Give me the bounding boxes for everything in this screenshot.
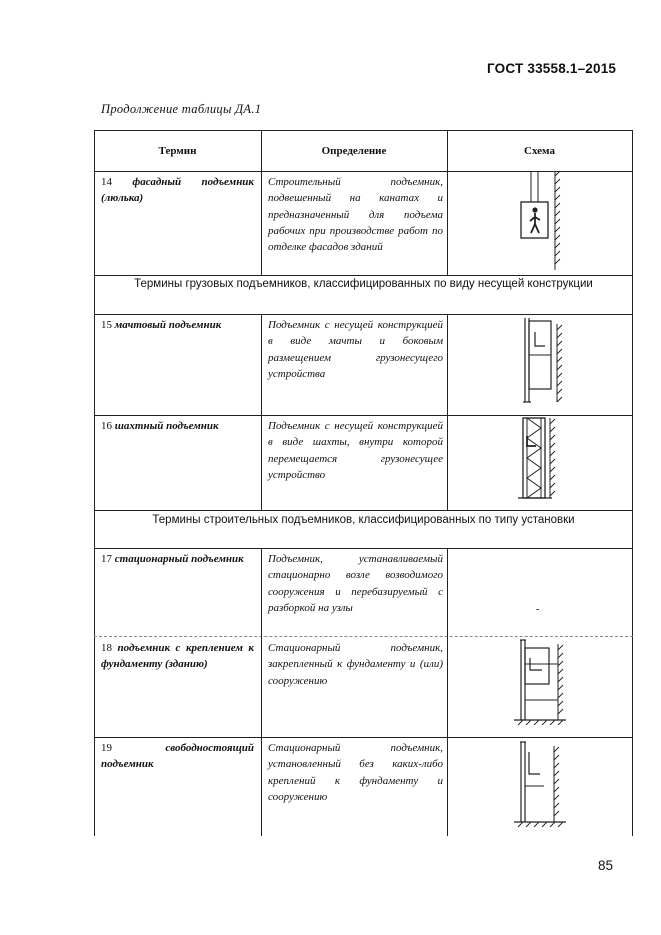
scheme-placeholder: - [536,604,540,615]
section-heading: Термины грузовых подъемников, классифицированных по виду несущей конструкции [134,278,593,290]
facade-lift-scheme [514,170,564,270]
definition-cell: Подъемник с несущей конструкцией в виде шахты, внутри которой перемещается грузонесущее устройство [268,420,443,481]
term-name: шахтный подъемник [114,420,219,432]
definition-cell: Строительный подъемник, подвешенный на канатах и предназначенный для подъема рабочих при производстве работ по отделке фасадов зданий [268,176,443,254]
column-header-term: Термин [158,144,197,157]
definition-cell: Подъемник с несущей конструкцией в виде мачты и боковым размещением грузонесущего устройства [268,319,443,380]
col-divider [261,314,262,510]
shaft-lift-scheme [514,414,564,504]
term-name: стационарный подъемник [114,553,244,565]
col-divider [447,548,448,836]
row-divider [94,275,633,276]
term-number: 17 [101,553,112,565]
term-cell [101,740,254,772]
column-header-definition: Определение [321,144,387,157]
row-divider [94,548,633,549]
term-cell [101,174,254,206]
freestanding-lift-scheme [512,738,568,832]
term-number: 19 [101,742,112,754]
term-cell [101,418,254,434]
section-heading: Термины строительных подъемников, классифицированных по типу установки [152,514,575,526]
definition-cell: Стационарный подъемник, закрепленный к фундаменту и (или) сооружению [268,642,443,687]
term-name: мачтовый подъемник [114,319,222,331]
term-number: 15 [101,319,112,331]
term-name: свободностоящий подъемник [101,742,254,770]
term-cell [101,640,254,672]
term-number: 14 [101,176,112,188]
terms-table [94,130,633,836]
col-divider [261,548,262,836]
definition-cell: Стационарный подъемник, установленный без каких-либо креплений к фундаменту и сооружению [268,742,443,803]
column-header-scheme: Схема [524,144,555,157]
row-divider [94,510,633,511]
term-cell [101,317,254,333]
foundation-anchored-lift-scheme [512,634,568,726]
table-border-right [632,130,633,836]
row-divider [94,314,633,315]
mast-lift-scheme [519,316,569,406]
document-code: ГОСТ 33558.1–2015 [487,61,617,76]
table-caption: Продолжение таблицы ДА.1 [101,102,262,116]
definition-cell: Подъемник, устанавливаемый стационарно возле возводимого сооружения и перебазируемый с разборкой на узлы [268,553,443,614]
term-number: 16 [101,420,112,432]
term-cell [101,551,254,567]
term-number: 18 [101,642,112,654]
col-divider [447,314,448,510]
term-name: подъемник с креплением к фундаменту (зданию) [101,642,255,670]
table-border-left [94,130,95,836]
term-name: фасадный подъемник (люлька) [101,176,254,204]
page-number: 85 [598,858,614,873]
